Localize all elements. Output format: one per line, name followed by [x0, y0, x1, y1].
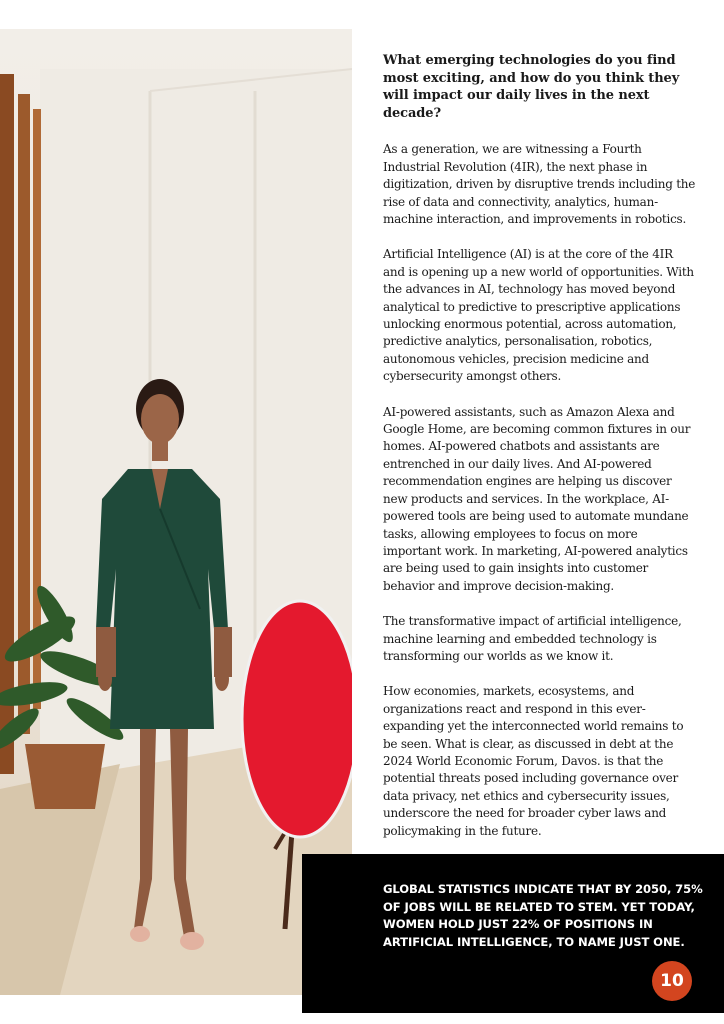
- callout-text: GLOBAL STATISTICS INDICATE THAT BY 2050, 75% OF JOBS WILL BE RELATED TO STEM. YET TODAY, WOMEN HOLD JUST 22% OF POSITIONS IN ARTIFICIAL INTELLIGENCE, TO NAME JUST ONE.: [383, 882, 703, 949]
- portrait-illustration: [0, 29, 352, 995]
- paragraph-ai-assistants: AI-powered assistants, such as Amazon Alexa and Google Home, are becoming common fixtures in our homes. AI-powered chatbots and assistants are entrenched in our daily lives. And AI-powered recommendation engines are helping us discover new products and services. In the workplace, AI-powered tools are being used to automate mundane tasks, allowing employees to focus on more important work. In marketing, AI-powered analytics are being used to gain insights into customer behavior and improve decision-making.: [383, 404, 691, 593]
- article-body: [383, 52, 698, 858]
- plant-pot: [25, 744, 105, 809]
- wood-slat: [33, 109, 41, 709]
- paragraph-ai-core: Artificial Intelligence (AI) is at the core of the 4IR and is opening up a new world of opportunities. With the advances in AI, technology has moved beyond analytical to predictive to prescriptive applications unlocking enormous potential, across automation, predictive analytics, personalisation, robotics, autonomous vehicles, precision medicine and cybersecurity amongst others.: [383, 247, 694, 384]
- feature-photo: [0, 29, 352, 995]
- wood-slat: [0, 74, 14, 774]
- paragraph-transformative-impact: The transformative impact of artificial intelligence, machine learning and embedded technology is transforming our worlds as we know it.: [383, 614, 682, 663]
- page-number-badge: 10: [652, 961, 692, 1001]
- paragraph-economies: How economies, markets, ecosystems, and organizations react and respond in this ever-expanding yet the interconnected world remains to be seen. What is clear, as discussed in debt at the 2024 World Economic Forum, Davos. is that the potential threats posed including governance over data privacy, net ethics and cybersecurity issues, underscore the need for broader cyber laws and policymaking in the future.: [383, 684, 684, 838]
- interview-question: What emerging technologies do you find most exciting, and how do you think they will impact our daily lives in the next decade?: [383, 53, 680, 121]
- paragraph-4ir: As a generation, we are witnessing a Fourth Industrial Revolution (4IR), the next phase in digitization, driven by disruptive trends including the rise of data and connectivity, analytics, human-machine interaction, and improvements in robotics.: [383, 142, 696, 226]
